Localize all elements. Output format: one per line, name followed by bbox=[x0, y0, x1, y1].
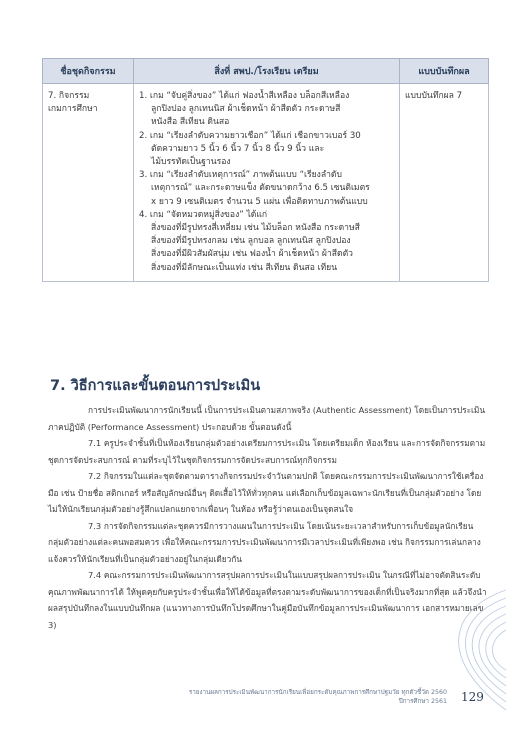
footer-line: ปีการศึกษา 2561 bbox=[398, 698, 447, 705]
paragraph-7-1: 7.1 ครูประจำชั้นที่เป็นห้องเรียนกลุ่มตัวอย่างเตรียมการประเมิน โดยเตรียมเด็ก ห้องเรียน และการจัดกิจกรรมตามชุดการจัดประสบการณ์ ตามที่ระบุไว้ในชุดกิจกรรมการจัดประสบการณ์ทุกกิจกรรม bbox=[48, 438, 486, 465]
table-row bbox=[43, 84, 489, 282]
header-record: แบบบันทึกผล bbox=[400, 59, 489, 84]
table-header-row bbox=[43, 59, 489, 84]
paragraph-intro: การประเมินพัฒนาการนักเรียนนี้ เป็นการประเมินตามสภาพจริง (Authentic Assessment) โดยเป็นการประเมินภาคปฏิบัติ (Performance Assessment) ประกอบด้วย ขั้นตอนดังนี้ bbox=[48, 405, 486, 432]
game-line: เหตุการณ์” และกระดาษแข็ง ตัดขนาดกว้าง 6.5 เซนติเมตร bbox=[151, 183, 370, 194]
game-line: 2. เกม “เรียงลำดับความยาวเชือก” ได้แก่ เชือกขาวเบอร์ 30 bbox=[139, 130, 361, 141]
footer-line: รายงานผลการประเมินพัฒนาการนักเรียนเพื่อยกระดับคุณภาพการศึกษาปฐมวัย ทุกตัวชี้วัด 2560 bbox=[188, 689, 447, 696]
page-number: 129 bbox=[461, 690, 484, 704]
activity-name-cell bbox=[43, 84, 134, 282]
header-activity-set: ชื่อชุดกิจกรรม bbox=[43, 59, 134, 84]
game-line: x ยาว 9 เซนติเมตร จำนวน 5 แผ่น เพื่อติดทาบภาพต้นแบบ bbox=[151, 196, 368, 207]
game-line: ไม้บรรทัดเป็นฐานรอง bbox=[151, 157, 231, 168]
paragraph-7-3: 7.3 การจัดกิจกรรมแต่ละชุดควรมีการวางแผนในการประเมิน โดยเน้นระยะเวลาสำหรับการเก็บข้อมูลนักเรียนกลุ่มตัวอย่างแต่ละคนพอสมควร เพื่อให้คณะกรรมการประเมินพัฒนาการมีเวลาประเมินที่เพียงพอ เช่น กิจกรรมการเล่นกลางแจ้งควรให้นักเรียนที่เป็นกลุ่มตัวอย่างอยู่ในกลุ่มเดียวกัน bbox=[48, 520, 481, 564]
record-cell: แบบบันทึกผล 7 bbox=[400, 84, 489, 282]
section-title: 7. วิธีการและขั้นตอนการประเมิน bbox=[50, 378, 261, 394]
game-line: สิ่งของที่มีลักษณะเป็นแท่ง เช่น สีเทียน ดินสอ เทียน bbox=[151, 262, 338, 273]
preparation-cell bbox=[134, 84, 400, 282]
game-line: 4. เกม “จัดหมวดหมู่สิ่งของ” ได้แก่ bbox=[139, 209, 268, 220]
game-item bbox=[139, 130, 394, 170]
equipment-table bbox=[42, 58, 489, 282]
game-line: 3. เกม “เรียงลำดับเหตุการณ์” ภาพต้นแบบ “เรียงลำดับ bbox=[139, 170, 342, 181]
game-line: หนังสือ สีเทียน ดินสอ bbox=[151, 117, 230, 128]
game-item bbox=[139, 169, 394, 209]
header-preparation: สิ่งที่ สพป./โรงเรียน เตรียม bbox=[134, 59, 400, 84]
activity-name-line: เกมการศึกษา bbox=[48, 104, 98, 115]
footer-caption bbox=[189, 688, 447, 706]
activity-name-line: 7. กิจกรรม bbox=[48, 91, 90, 101]
game-line: สิ่งของที่มีรูปทรงกลม เช่น ลูกบอล ลูกเทนนิส ลูกปิงปอง bbox=[151, 236, 351, 247]
paragraph-7-2: 7.2 กิจกรรมในแต่ละชุดจัดตามตารางกิจกรรมประจำวันตามปกติ โดยคณะกรรมการประเมินพัฒนาการใช้เครื่องมือ เช่น ป้ายชื่อ สติกเกอร์ หรือสัญลักษณ์อื่นๆ ติดเสื้อไว้ให้ทั่วทุกคน แต่เลือกเก็บข้อมูลเฉพาะนักเรียนที่เป็นกลุ่มตัวอย่าง โดยไม่ให้นักเรียนกลุ่มตัวอย่างรู้สึกแปลกแยกจากเพื่อนๆ ในห้อง หรือรู้ว่าตนเองเป็นจุดสนใจ bbox=[48, 471, 484, 514]
game-line: ตัดความยาว 5 นิ้ว 6 นิ้ว 7 นิ้ว 8 นิ้ว 9 นิ้ว และ bbox=[151, 143, 325, 154]
game-line: สิ่งของที่มีผิวสัมผัสนุ่ม เช่น ฟองน้ำ ผ้าเช็ดหน้า ผ้าสีดตัว bbox=[151, 249, 353, 260]
game-item bbox=[139, 90, 394, 130]
game-item bbox=[139, 209, 394, 275]
game-line: ลูกปิงปอง ลูกเทนนิส ผ้าเช็ดหน้า ผ้าสีดตัว กระดาษสี bbox=[151, 104, 341, 115]
paragraph-7-4: 7.4 คณะกรรมการประเมินพัฒนาการสรุปผลการประเมินในแบบสรุปผลการประเมิน ในกรณีที่ไม่อาจตัดสินระดับคุณภาพพัฒนาการได้ ให้พูดคุยกับครูประจำชั้นเพื่อให้ได้ข้อมูลที่ตรงตามระดับพัฒนาการของเด็กที่เป็นจริงมากที่สุด แล้วจึงนำผลสรุปบันทึกลงในแบบบันทึกผล (แนวทางการบันทึกโปรดศึกษาในคู่มือบันทึกข้อมูลการประเมินพัฒนาการ เอกสารหมายเลข 3) bbox=[48, 570, 487, 630]
game-line: 1. เกม “จับคู่สิ่งของ” ได้แก่ ฟองน้ำสีเหลือง บล็อกสีเหลือง bbox=[139, 91, 350, 101]
game-line: สิ่งของที่มีรูปทรงสี่เหลี่ยม เช่น ไม้บล็อก หนังสือ กระดาษสี bbox=[151, 223, 360, 234]
